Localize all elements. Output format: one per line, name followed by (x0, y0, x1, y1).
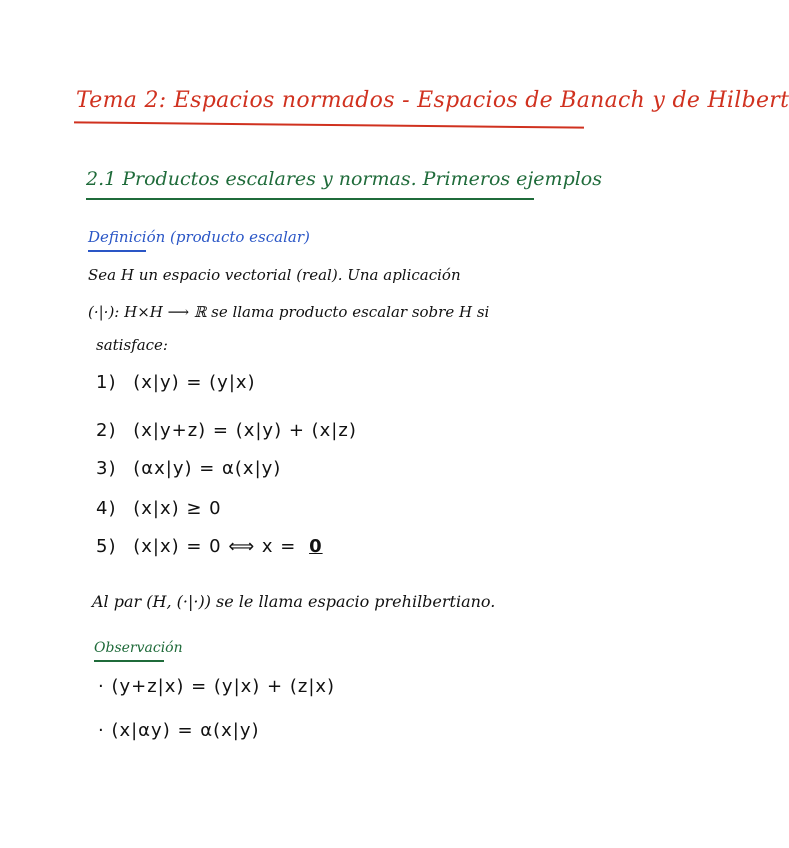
page-title: Tema 2: Espacios normados - Espacios de Banach y de Hilbert (76, 88, 789, 113)
section-heading: 2.1 Productos escalares y normas. Primeros ejemplos (86, 168, 602, 190)
observation-heading: Observación (94, 640, 183, 656)
axiom-4 (96, 498, 222, 519)
axiom-1 (96, 372, 256, 393)
definition-heading: Definición (producto escalar) (88, 228, 310, 246)
axiom-expression: (x|y) = (y|x) (133, 372, 256, 393)
observation-underline (94, 660, 164, 662)
definition-line-1: Sea H un espacio vectorial (real). Una aplicación (88, 266, 461, 284)
axiom-expression: (x|y+z) = (x|y) + (x|z) (133, 420, 357, 441)
axiom-number: 5) (96, 536, 117, 557)
observation-item-1: · (y+z|x) = (y|x) + (z|x) (98, 676, 336, 697)
axiom-expression: (αx|y) = α(x|y) (133, 458, 282, 479)
axiom-5 (96, 536, 323, 557)
axiom-expression: (x|x) = 0 ⟺ x = (133, 536, 297, 557)
title-underline (74, 121, 584, 128)
definition-line-2: (·|·): H×H ⟶ ℝ se llama producto escalar sobre H si (88, 303, 490, 321)
axiom-number: 1) (96, 372, 117, 393)
axiom-expression: (x|x) ≥ 0 (133, 498, 222, 519)
axiom-3 (96, 458, 281, 479)
zero-vector: 0 (309, 536, 323, 557)
section-underline (86, 198, 534, 200)
axiom-number: 2) (96, 420, 117, 441)
definition-line-3: satisface: (96, 336, 168, 354)
definition-underline (88, 250, 146, 252)
observation-item-2: · (x|αy) = α(x|y) (98, 720, 260, 741)
axiom-2 (96, 420, 357, 441)
prehilbert-sentence: Al par (H, (·|·)) se le llama espacio prehilbertiano. (92, 592, 496, 611)
axiom-number: 4) (96, 498, 117, 519)
axiom-number: 3) (96, 458, 117, 479)
